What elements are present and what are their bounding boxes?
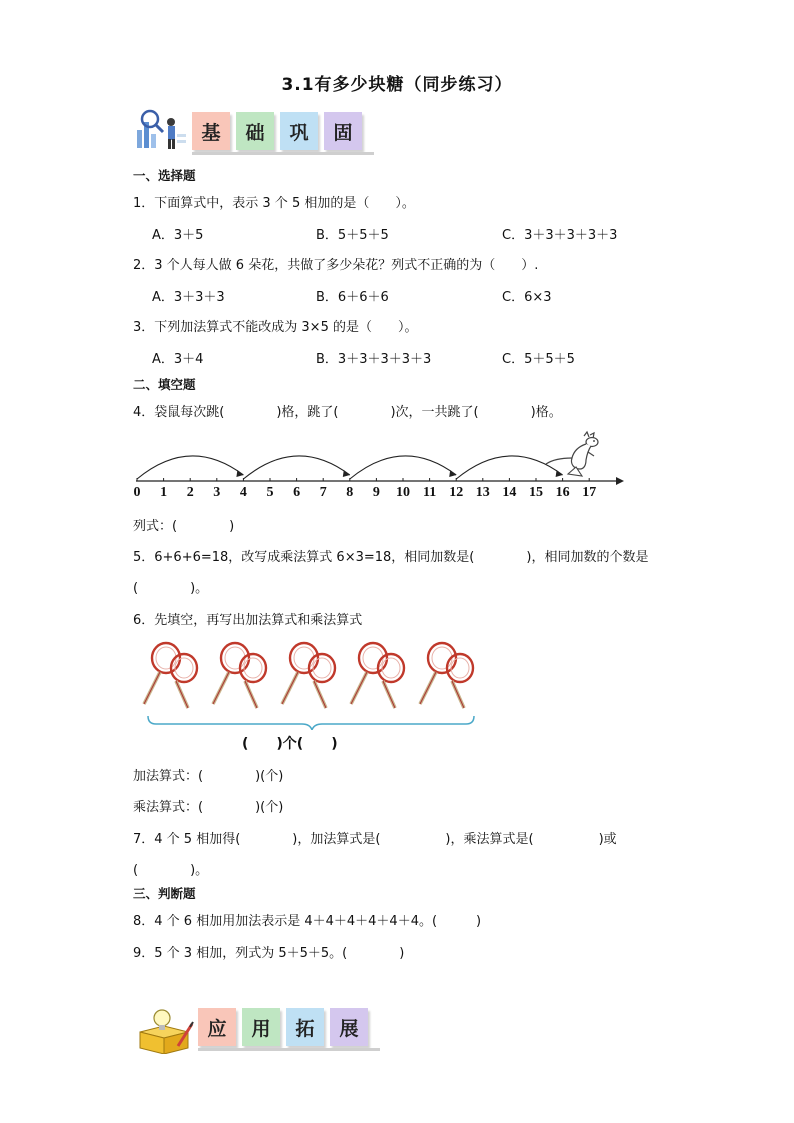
section-choice: 一、选择题 <box>133 168 196 183</box>
magnifier-person-icon <box>133 108 189 152</box>
header-char: 固 <box>324 112 362 150</box>
racket-group <box>136 634 481 730</box>
question-2: 2．3 个人每人做 6 朵花，共做了多少朵花？列式不正确的为（ ）. <box>133 258 539 273</box>
option-b[interactable]: B．6＋6＋6 <box>316 290 389 305</box>
multiplication-formula: 乘法算式：( )(个) <box>133 800 284 815</box>
option-c[interactable]: C．3＋3＋3＋3＋3 <box>502 228 618 243</box>
header-char: 础 <box>236 112 274 150</box>
section-header-basic <box>133 108 189 156</box>
number-line-label: 5 <box>266 485 274 500</box>
badminton-racket-icon <box>213 643 266 708</box>
header-char: 用 <box>242 1008 280 1046</box>
number-line <box>128 428 628 500</box>
section-header-extend <box>134 1006 194 1058</box>
option-a[interactable]: A．3＋4 <box>152 352 204 367</box>
number-line-label: 11 <box>422 485 437 500</box>
number-line-label: 10 <box>396 485 410 500</box>
number-line-label: 13 <box>475 485 490 500</box>
option-a[interactable]: A．3＋5 <box>152 228 204 243</box>
header-char: 应 <box>198 1008 236 1046</box>
jump-arc <box>137 456 243 479</box>
jump-arrowhead <box>343 470 350 477</box>
jump-arrowhead <box>556 470 563 477</box>
number-line-label: 12 <box>449 485 464 500</box>
jump-arrowhead <box>236 470 243 477</box>
header-char: 拓 <box>286 1008 324 1046</box>
question-1: 1．下面算式中，表示 3 个 5 相加的是（ ）。 <box>133 196 415 211</box>
number-line-label: 8 <box>346 485 354 500</box>
section-fill: 二、填空题 <box>133 377 196 392</box>
header-char: 巩 <box>280 112 318 150</box>
header-char: 展 <box>330 1008 368 1046</box>
number-line-label: 16 <box>555 485 570 500</box>
formula-line: 列式：( ) <box>133 519 235 534</box>
jump-arrowhead <box>449 470 456 477</box>
badminton-racket-icon <box>420 643 473 708</box>
option-c[interactable]: C．5＋5＋5 <box>502 352 575 367</box>
option-a[interactable]: A．3＋3＋3 <box>152 290 225 305</box>
question-5: 5．6+6+6=18，改写成乘法算式 6×3=18，相同加数是( )，相同加数的个数是 <box>133 550 649 565</box>
number-line-arrow <box>616 477 624 485</box>
header-underline <box>192 152 374 155</box>
question-9: 9．5 个 3 相加，列式为 5＋5＋5。( ) <box>133 946 405 961</box>
question-8: 8．4 个 6 相加用加法表示是 4＋4＋4＋4＋4＋4。( ) <box>133 914 482 929</box>
number-line-label: 0 <box>133 485 141 500</box>
racket-caption: ( )个( ) <box>242 736 338 752</box>
jump-arc <box>243 456 349 479</box>
lightbulb-box-icon <box>134 1006 194 1054</box>
option-b[interactable]: B．3＋3＋3＋3＋3 <box>316 352 432 367</box>
jump-arc <box>456 456 562 479</box>
jump-arc <box>350 456 456 479</box>
question-7: 7．4 个 5 相加得( )，加法算式是( )，乘法算式是( )或 <box>133 832 617 847</box>
header-extend-badges <box>198 1008 368 1046</box>
number-line-label: 17 <box>582 485 597 500</box>
section-judge: 三、判断题 <box>133 886 196 901</box>
badminton-racket-icon <box>351 643 404 708</box>
number-line-label: 4 <box>239 485 247 500</box>
header-underline <box>198 1048 380 1051</box>
number-line-label: 3 <box>213 485 221 500</box>
question-7-cont: ( )。 <box>133 863 209 878</box>
number-line-label: 9 <box>372 485 380 500</box>
number-line-label: 6 <box>293 485 301 500</box>
question-3: 3．下列加法算式不能改成为 3×5 的是（ ）。 <box>133 320 418 335</box>
badminton-racket-icon <box>144 643 197 708</box>
option-c[interactable]: C．6×3 <box>502 290 552 305</box>
number-line-label: 14 <box>502 485 517 500</box>
question-6: 6．先填空，再写出加法算式和乘法算式 <box>133 613 363 628</box>
badminton-racket-icon <box>282 643 335 708</box>
page-title: 3.1有多少块糖（同步练习） <box>281 75 513 95</box>
number-line-label: 1 <box>160 485 168 500</box>
brace-icon <box>148 716 474 730</box>
header-basic-badges <box>192 112 362 150</box>
question-4: 4．袋鼠每次跳( )格，跳了( )次，一共跳了( )格。 <box>133 405 562 420</box>
header-char: 基 <box>192 112 230 150</box>
addition-formula: 加法算式：( )(个) <box>133 769 284 784</box>
question-5-cont: ( )。 <box>133 581 209 596</box>
number-line-label: 2 <box>186 485 194 500</box>
option-b[interactable]: B．5＋5＋5 <box>316 228 389 243</box>
number-line-label: 7 <box>319 485 327 500</box>
number-line-label: 15 <box>529 485 543 500</box>
